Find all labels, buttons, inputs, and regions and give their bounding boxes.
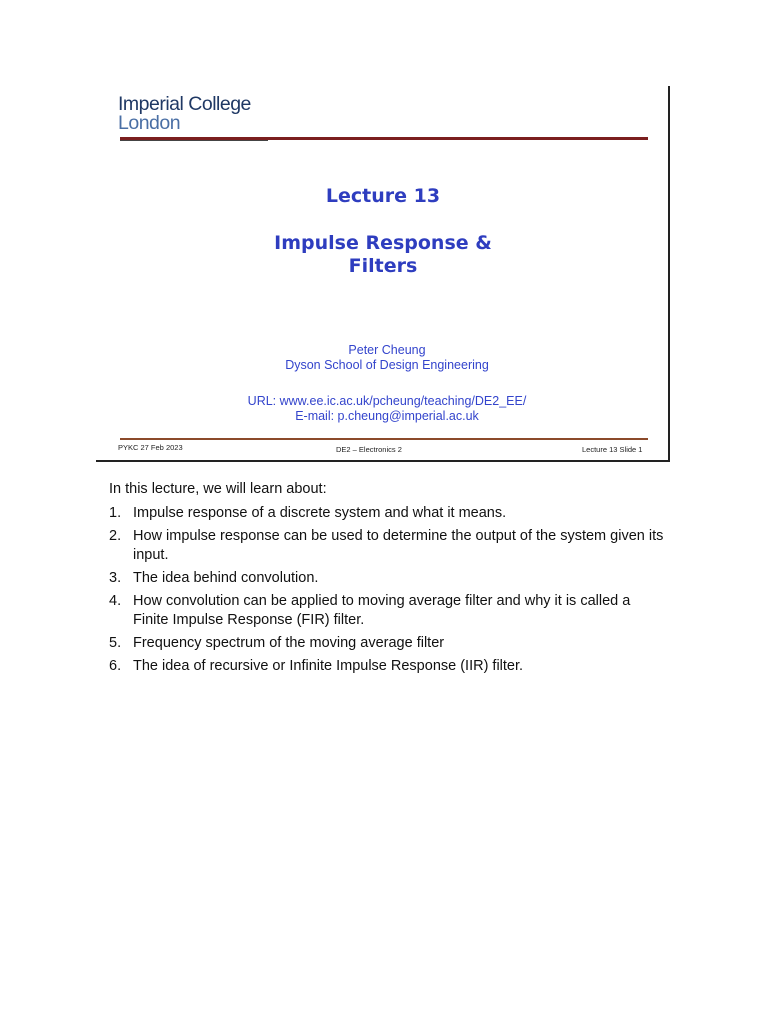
footer-center: DE2 – Electronics 2 xyxy=(336,445,402,454)
logo-line-2: London xyxy=(118,112,181,134)
list-item-text: Frequency spectrum of the moving average filter xyxy=(133,635,445,651)
header-rule-thin xyxy=(120,140,268,141)
url-link[interactable]: URL: www.ee.ic.ac.uk/pcheung/teaching/DE2_EE/ xyxy=(247,394,527,408)
slide-border-bottom xyxy=(96,460,670,462)
list-item-number: 1. xyxy=(109,505,122,521)
list-item-number: 5. xyxy=(109,635,122,651)
list-item-number: 4. xyxy=(109,593,122,609)
list-item-text: Impulse response of a discrete system and what it means. xyxy=(133,505,507,521)
list-item-number: 6. xyxy=(109,658,122,674)
imperial-logo xyxy=(118,95,251,133)
list-item xyxy=(109,527,669,565)
list-item-text: How convolution can be applied to moving average filter and why it is called a Finite Impulse Response (FIR) filter. xyxy=(133,593,631,628)
footer-left: PYKC 27 Feb 2023 xyxy=(118,443,183,452)
lecture-title xyxy=(200,232,566,278)
list-item xyxy=(109,569,669,588)
notes-intro: In this lecture, we will learn about: xyxy=(109,481,327,497)
email-link[interactable]: E-mail: p.cheung@imperial.ac.uk xyxy=(295,409,479,423)
lecture-number: Lecture 13 xyxy=(325,185,441,207)
logo-line-1: Imperial College xyxy=(118,93,251,115)
department-name: Dyson School of Design Engineering xyxy=(285,358,489,372)
list-item-text: The idea behind convolution. xyxy=(133,570,319,586)
lecture-title-line-2: Filters xyxy=(348,255,418,277)
lecture-title-line-1: Impulse Response & xyxy=(274,232,492,254)
slide-border-right xyxy=(668,86,670,462)
list-item xyxy=(109,592,669,630)
list-item xyxy=(109,634,669,653)
author-name: Peter Cheung xyxy=(348,343,426,357)
footer-rule xyxy=(120,438,648,440)
list-item-number: 2. xyxy=(109,528,122,544)
list-item-text: The idea of recursive or Infinite Impulse Response (IIR) filter. xyxy=(133,658,524,674)
lecture-notes xyxy=(109,480,669,680)
objectives-list xyxy=(109,504,669,676)
list-item-number: 3. xyxy=(109,570,122,586)
list-item xyxy=(109,657,669,676)
footer-right: Lecture 13 Slide 1 xyxy=(582,445,643,454)
list-item-text: How impulse response can be used to determine the output of the system given its input. xyxy=(133,528,664,563)
list-item xyxy=(109,504,669,523)
